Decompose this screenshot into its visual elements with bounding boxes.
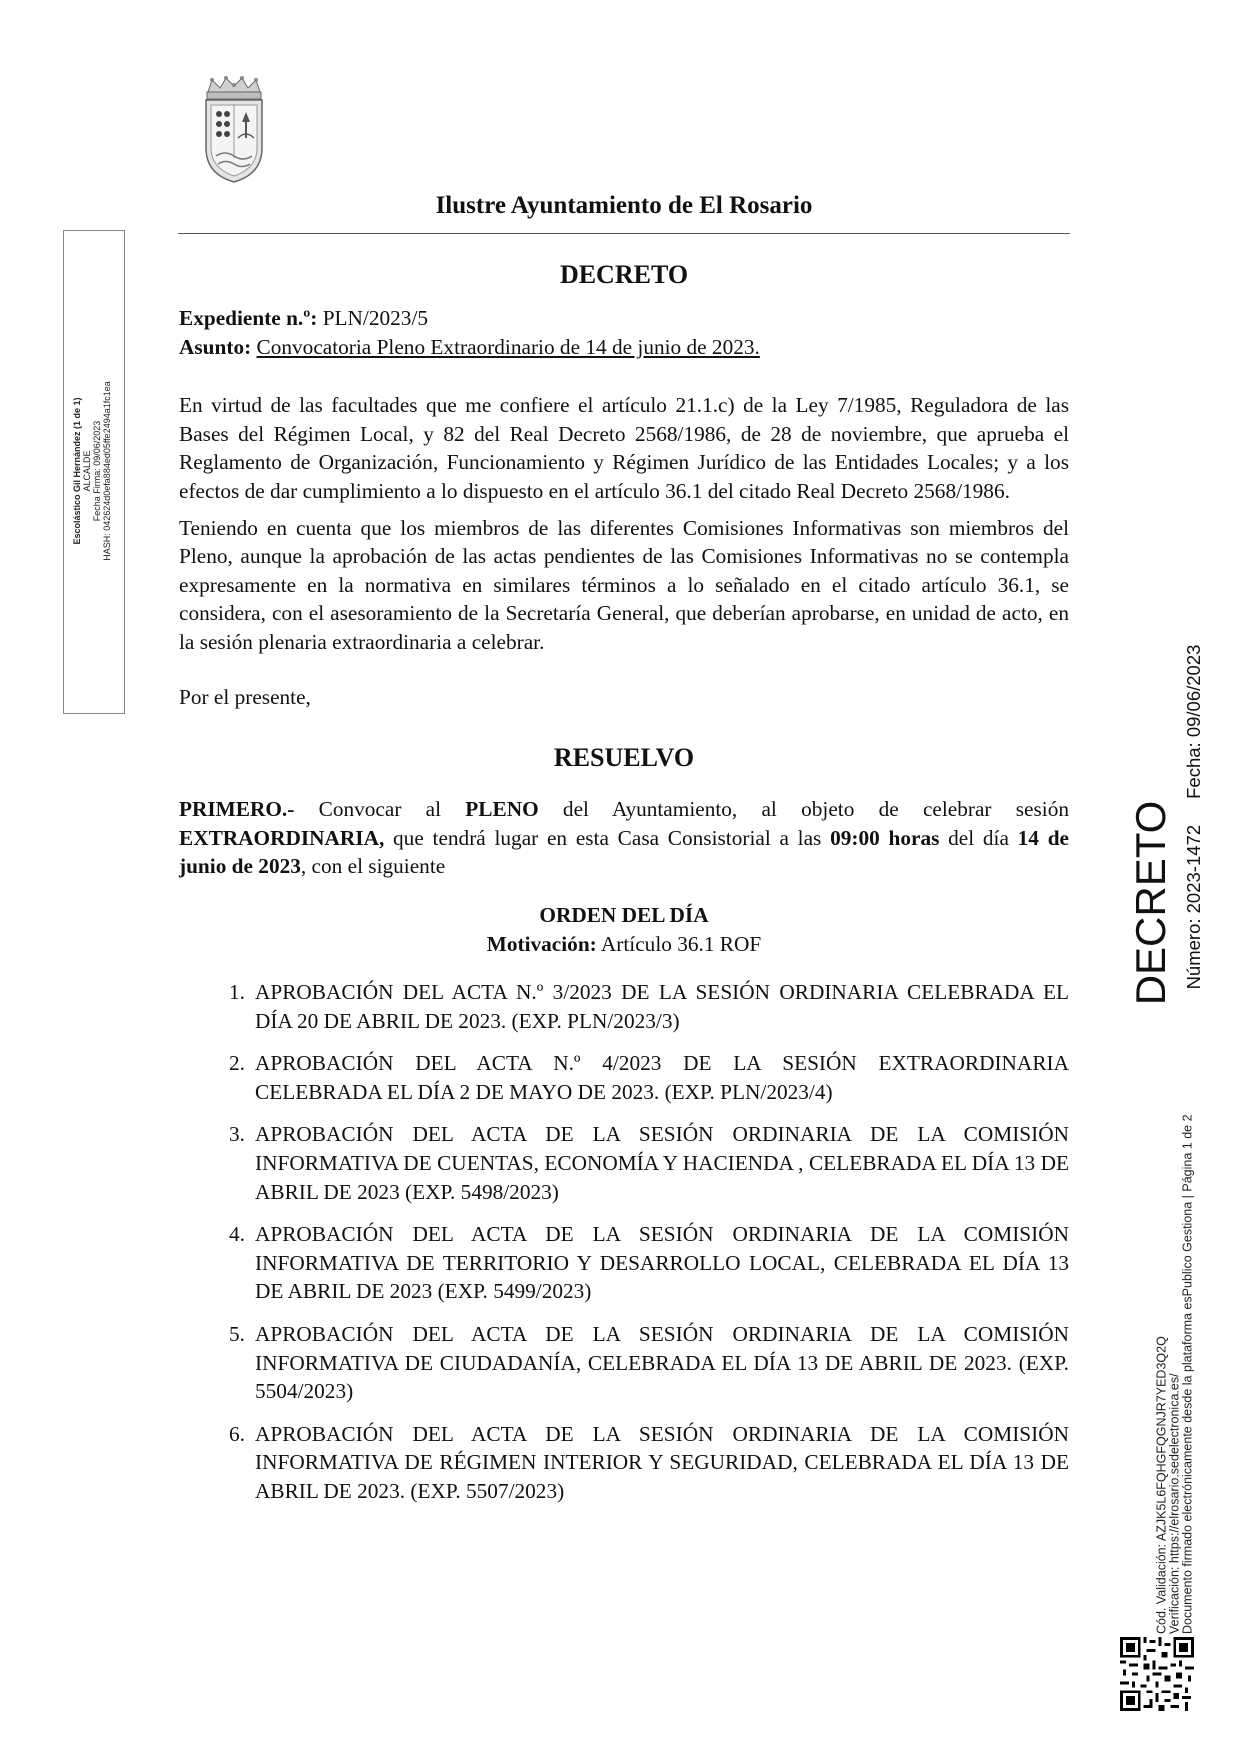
agenda-item-number: 3. — [229, 1122, 245, 1147]
agenda-item-text: APROBACIÓN DEL ACTA DE LA SESIÓN ORDINARIA DE LA COMISIÓN INFORMATIVA DE CUENTAS, ECONOMÍA Y HACIENDA , CELEBRADA EL DÍA 13 DE ABRIL DE 2023 (EXP. 5498/2023) — [255, 1122, 1069, 1204]
qr-code-icon — [1120, 1637, 1194, 1711]
header-divider — [178, 233, 1070, 234]
signature-hash: HASH: 042624d0efa884ed05ffe2494a1fc1ea — [102, 381, 112, 561]
agenda-item-number: 1. — [229, 980, 245, 1005]
verification-url: Verificación: https://elrosario.sedelectronica.es/ — [1167, 1373, 1182, 1634]
agenda-item — [179, 1120, 1069, 1206]
agenda-item-number: 2. — [229, 1051, 245, 1076]
agenda-item-text: APROBACIÓN DEL ACTA N.º 4/2023 DE LA SESIÓN EXTRAORDINARIA CELEBRADA EL DÍA 2 DE MAYO DE 2023. (EXP. PLN/2023/4) — [255, 1051, 1069, 1104]
decreto-stamp-details — [1183, 645, 1205, 990]
motivacion-value: Artículo 36.1 ROF — [596, 931, 762, 956]
decreto-number: Número: 2023-1472 — [1183, 824, 1204, 990]
agenda-item — [179, 1420, 1069, 1506]
agenda-item-number: 5. — [229, 1322, 245, 1347]
asunto-value: Convocatoria Pleno Extraordinario de 14 de junio de 2023. — [256, 334, 760, 359]
validation-code: Cód. Validación: AZJK5L6FQHGFQGNJR7YED3Q2Q — [1154, 1336, 1169, 1634]
primero-paragraph — [179, 795, 1069, 881]
agenda-item-text: APROBACIÓN DEL ACTA N.º 3/2023 DE LA SESIÓN ORDINARIA CELEBRADA EL DÍA 20 DE ABRIL DE 2023. (EXP. PLN/2023/3) — [255, 980, 1069, 1033]
coat-of-arms-icon — [202, 76, 266, 184]
organization-title: Ilustre Ayuntamiento de El Rosario — [435, 192, 813, 219]
primero-fecha: 14 de junio de 2023 — [179, 825, 1069, 879]
agenda-item-number: 4. — [229, 1222, 245, 1247]
primero-label: PRIMERO.- — [179, 797, 295, 822]
expediente-value: PLN/2023/5 — [322, 306, 429, 330]
primero-extraordinaria: EXTRAORDINARIA, — [179, 825, 385, 850]
signer-name: Escolástico Gil Hernández (1 de 1) — [72, 397, 82, 545]
expediente-label: Expediente n.º: — [179, 306, 318, 330]
asunto-line — [179, 333, 1069, 362]
agenda-item-text: APROBACIÓN DEL ACTA DE LA SESIÓN ORDINARIA DE LA COMISIÓN INFORMATIVA DE CIUDADANÍA, CELEBRADA EL DÍA 13 DE ABRIL DE 2023. (EXP. 5504/2023) — [255, 1322, 1069, 1404]
agenda-item-text: APROBACIÓN DEL ACTA DE LA SESIÓN ORDINARIA DE LA COMISIÓN INFORMATIVA DE RÉGIMEN INTERIOR Y SEGURIDAD, CELEBRADA EL DÍA 13 DE ABRIL DE 2023. (EXP. 5507/2023) — [255, 1421, 1069, 1503]
primero-pleno: PLENO — [465, 797, 539, 822]
signature-date: Fecha Firma: 09/06/2023 — [92, 420, 102, 522]
motivacion-label: Motivación: — [486, 931, 597, 956]
signer-role: ALCALDE — [82, 450, 92, 492]
verification-block — [1156, 1114, 1195, 1634]
decreto-stamp: DECRETO — [1127, 800, 1174, 1006]
resuelvo-title: RESUELVO — [553, 743, 695, 773]
paragraph-por-el-presente: Por el presente, — [179, 684, 311, 709]
document-title: DECRETO — [559, 260, 689, 289]
expediente-line — [179, 304, 1069, 333]
primero-text-3: que tendrá lugar en esta Casa Consistorial a las — [384, 825, 831, 850]
decreto-date: Fecha: 09/06/2023 — [1183, 644, 1204, 799]
motivacion-line — [179, 930, 1069, 959]
agenda-item-text: APROBACIÓN DEL ACTA DE LA SESIÓN ORDINARIA DE LA COMISIÓN INFORMATIVA DE TERRITORIO Y DESARROLLO LOCAL, CELEBRADA EL DÍA 13 DE ABRIL DE 2023 (EXP. 5499/2023) — [255, 1222, 1069, 1304]
agenda-list — [179, 978, 1069, 1506]
paragraph-facultades: En virtud de las facultades que me confiere el artículo 21.1.c) de la Ley 7/1985, Reguladora de las Bases del Régimen Local, y 82 del Real Decreto 2568/1986, de 28 de noviembre, que aprueba el Reglamento de Organización, Funcionamiento y Régimen Jurídico de las Entidades Locales; y a los efectos de dar cumplimiento a lo dispuesto en el artículo 36.1 del citado Real Decreto 2568/1986. — [179, 393, 1069, 503]
document-body — [179, 258, 1069, 1520]
agenda-item — [179, 1320, 1069, 1406]
paragraph-comisiones: Teniendo en cuenta que los miembros de las diferentes Comisiones Informativas son miembros del Pleno, aunque la aprobación de las actas pendientes de las Comisiones Informativas no se contempla expresamente en la normativa en similares términos a lo señalado en el citado artículo 36.1, se considera, con el asesoramiento de la Secretaría General, que deberían aprobarse, en unidad de acto, en la sesión plenaria extraordinaria a celebrar. — [179, 515, 1069, 654]
primero-text-5: , con el siguiente — [300, 854, 446, 879]
agenda-item-number: 6. — [229, 1421, 245, 1446]
signature-info — [72, 271, 112, 671]
primero-text-1: Convocar al — [294, 797, 466, 822]
primero-hora: 09:00 horas — [830, 825, 940, 850]
agenda-item — [179, 1049, 1069, 1106]
primero-text-4: del día — [939, 825, 1018, 850]
orden-del-dia-title: ORDEN DEL DÍA — [539, 902, 709, 927]
agenda-item — [179, 978, 1069, 1035]
agenda-item — [179, 1220, 1069, 1306]
platform-page-info: Documento firmado electrónicamente desde la plataforma esPublico Gestiona | Página 1 de 2 — [1180, 1114, 1195, 1634]
primero-text-2: del Ayuntamiento, al objeto de celebrar sesión — [538, 797, 1069, 822]
asunto-label: Asunto: — [179, 334, 252, 359]
